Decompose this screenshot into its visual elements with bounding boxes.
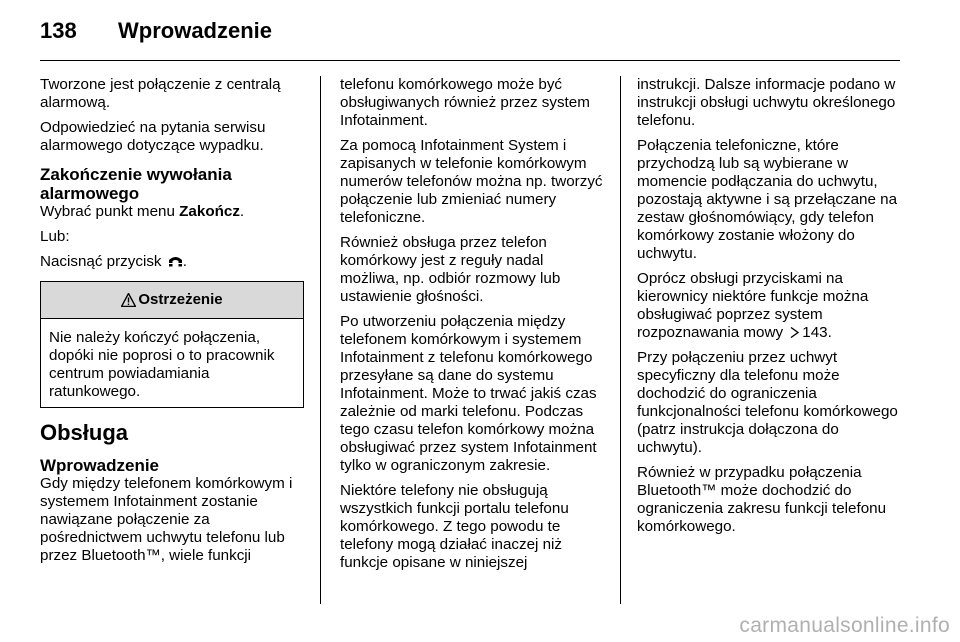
warning-box xyxy=(40,281,304,408)
paragraph: Nacisnąć przycisk . xyxy=(40,253,187,270)
paragraph: telefonu komórkowego może być obsługiwanych również przez system Infotainment. xyxy=(340,76,590,129)
column-divider xyxy=(620,76,621,604)
paragraph: Oprócz obsługi przyciskami na kierownicy niektóre funkcje można obsługiwać poprzez system rozpoznawania mowy 143. xyxy=(637,270,869,341)
paragraph: Gdy między telefonem komórkowym i systemem Infotainment zostanie nawiązane połączenie za pośrednictwem uchwytu telefonu lub przez Bluetooth™, wiele funkcji xyxy=(40,475,293,564)
paragraph: Również w przypadku połączenia Bluetooth™ może dochodzić do ograniczenia zakresu funkcji telefonu komórkowego. xyxy=(637,464,887,535)
column-2 xyxy=(340,76,606,579)
page-number: 138 xyxy=(40,18,77,43)
heading-end-emergency-call: Zakończenie wywołania alarmowego xyxy=(40,165,232,203)
phone-hangup-icon xyxy=(168,255,183,267)
running-title: Wprowadzenie xyxy=(118,18,273,43)
paragraph: Lub: xyxy=(40,228,70,245)
section-heading: Obsługa xyxy=(40,420,129,445)
column-divider xyxy=(320,76,321,604)
paragraph: Również obsługa przez telefon komórkowy jest z reguły nadal możliwa, np. odbiór rozmowy lub ustawienie głośności. xyxy=(340,234,561,305)
subheading: Wprowadzenie xyxy=(40,456,160,475)
page-reference-arrow-icon xyxy=(790,327,799,338)
warning-triangle-icon xyxy=(121,293,136,307)
paragraph: Odpowiedzieć na pytania serwisu alarmowego dotyczące wypadku. xyxy=(40,119,266,154)
paragraph: Po utworzeniu połączenia między telefonem komórkowym i systemem Infotainment z telefonu komórkowego przesyłane są dane do systemu Infotainment. Może to trwać jakiś czas zależnie od marki telefonu. Podczas tego czasu telefon komórkowy można obsługiwać przez system Infotainment tylko w ograniczonym zakresie. xyxy=(340,313,597,474)
paragraph: Za pomocą Infotainment System i zapisanych w telefonie komórkowym numerów telefonów można np. tworzyć połączenie lub zmieniać numery telefoniczne. xyxy=(340,137,603,226)
column-3 xyxy=(637,76,903,543)
watermark: carmanualsonline.info xyxy=(739,614,950,637)
header-rule xyxy=(40,60,900,61)
paragraph: Przy połączeniu przez uchwyt specyficzny dla telefonu może dochodzić do ograniczenia funkcjonalności telefonu komórkowego (patrz instrukcja dołączona do uchwytu). xyxy=(637,349,898,456)
warning-text: Nie należy kończyć połączenia, dopóki nie poprosi o to pracownik centrum powiadamiania ratunkowego. xyxy=(49,329,275,400)
page-reference: 143 xyxy=(802,324,828,341)
paragraph: Wybrać punkt menu Zakończ. xyxy=(40,203,245,220)
paragraph: Połączenia telefoniczne, które przychodzą lub są wybierane w momencie podłączania do uchwytu, pozostają aktywne i są przełączane na zestaw głośnomówiący, gdy telefon komórkowy zostanie włożony do uchwytu. xyxy=(637,137,898,262)
menu-item-name: Zakończ xyxy=(179,203,240,220)
warning-title: Ostrzeżenie xyxy=(138,291,223,308)
warning-header xyxy=(41,282,303,319)
paragraph: Tworzone jest połączenie z centralą alarmową. xyxy=(40,76,281,111)
column-1 xyxy=(40,76,306,572)
paragraph: instrukcji. Dalsze informacje podano w instrukcji obsługi uchwytu określonego telefonu. xyxy=(637,76,896,129)
paragraph: Niektóre telefony nie obsługują wszystkich funkcji portalu telefonu komórkowego. Z tego powodu te telefony mogą działać inaczej niż funkcje opisane w niniejszej xyxy=(340,482,569,571)
